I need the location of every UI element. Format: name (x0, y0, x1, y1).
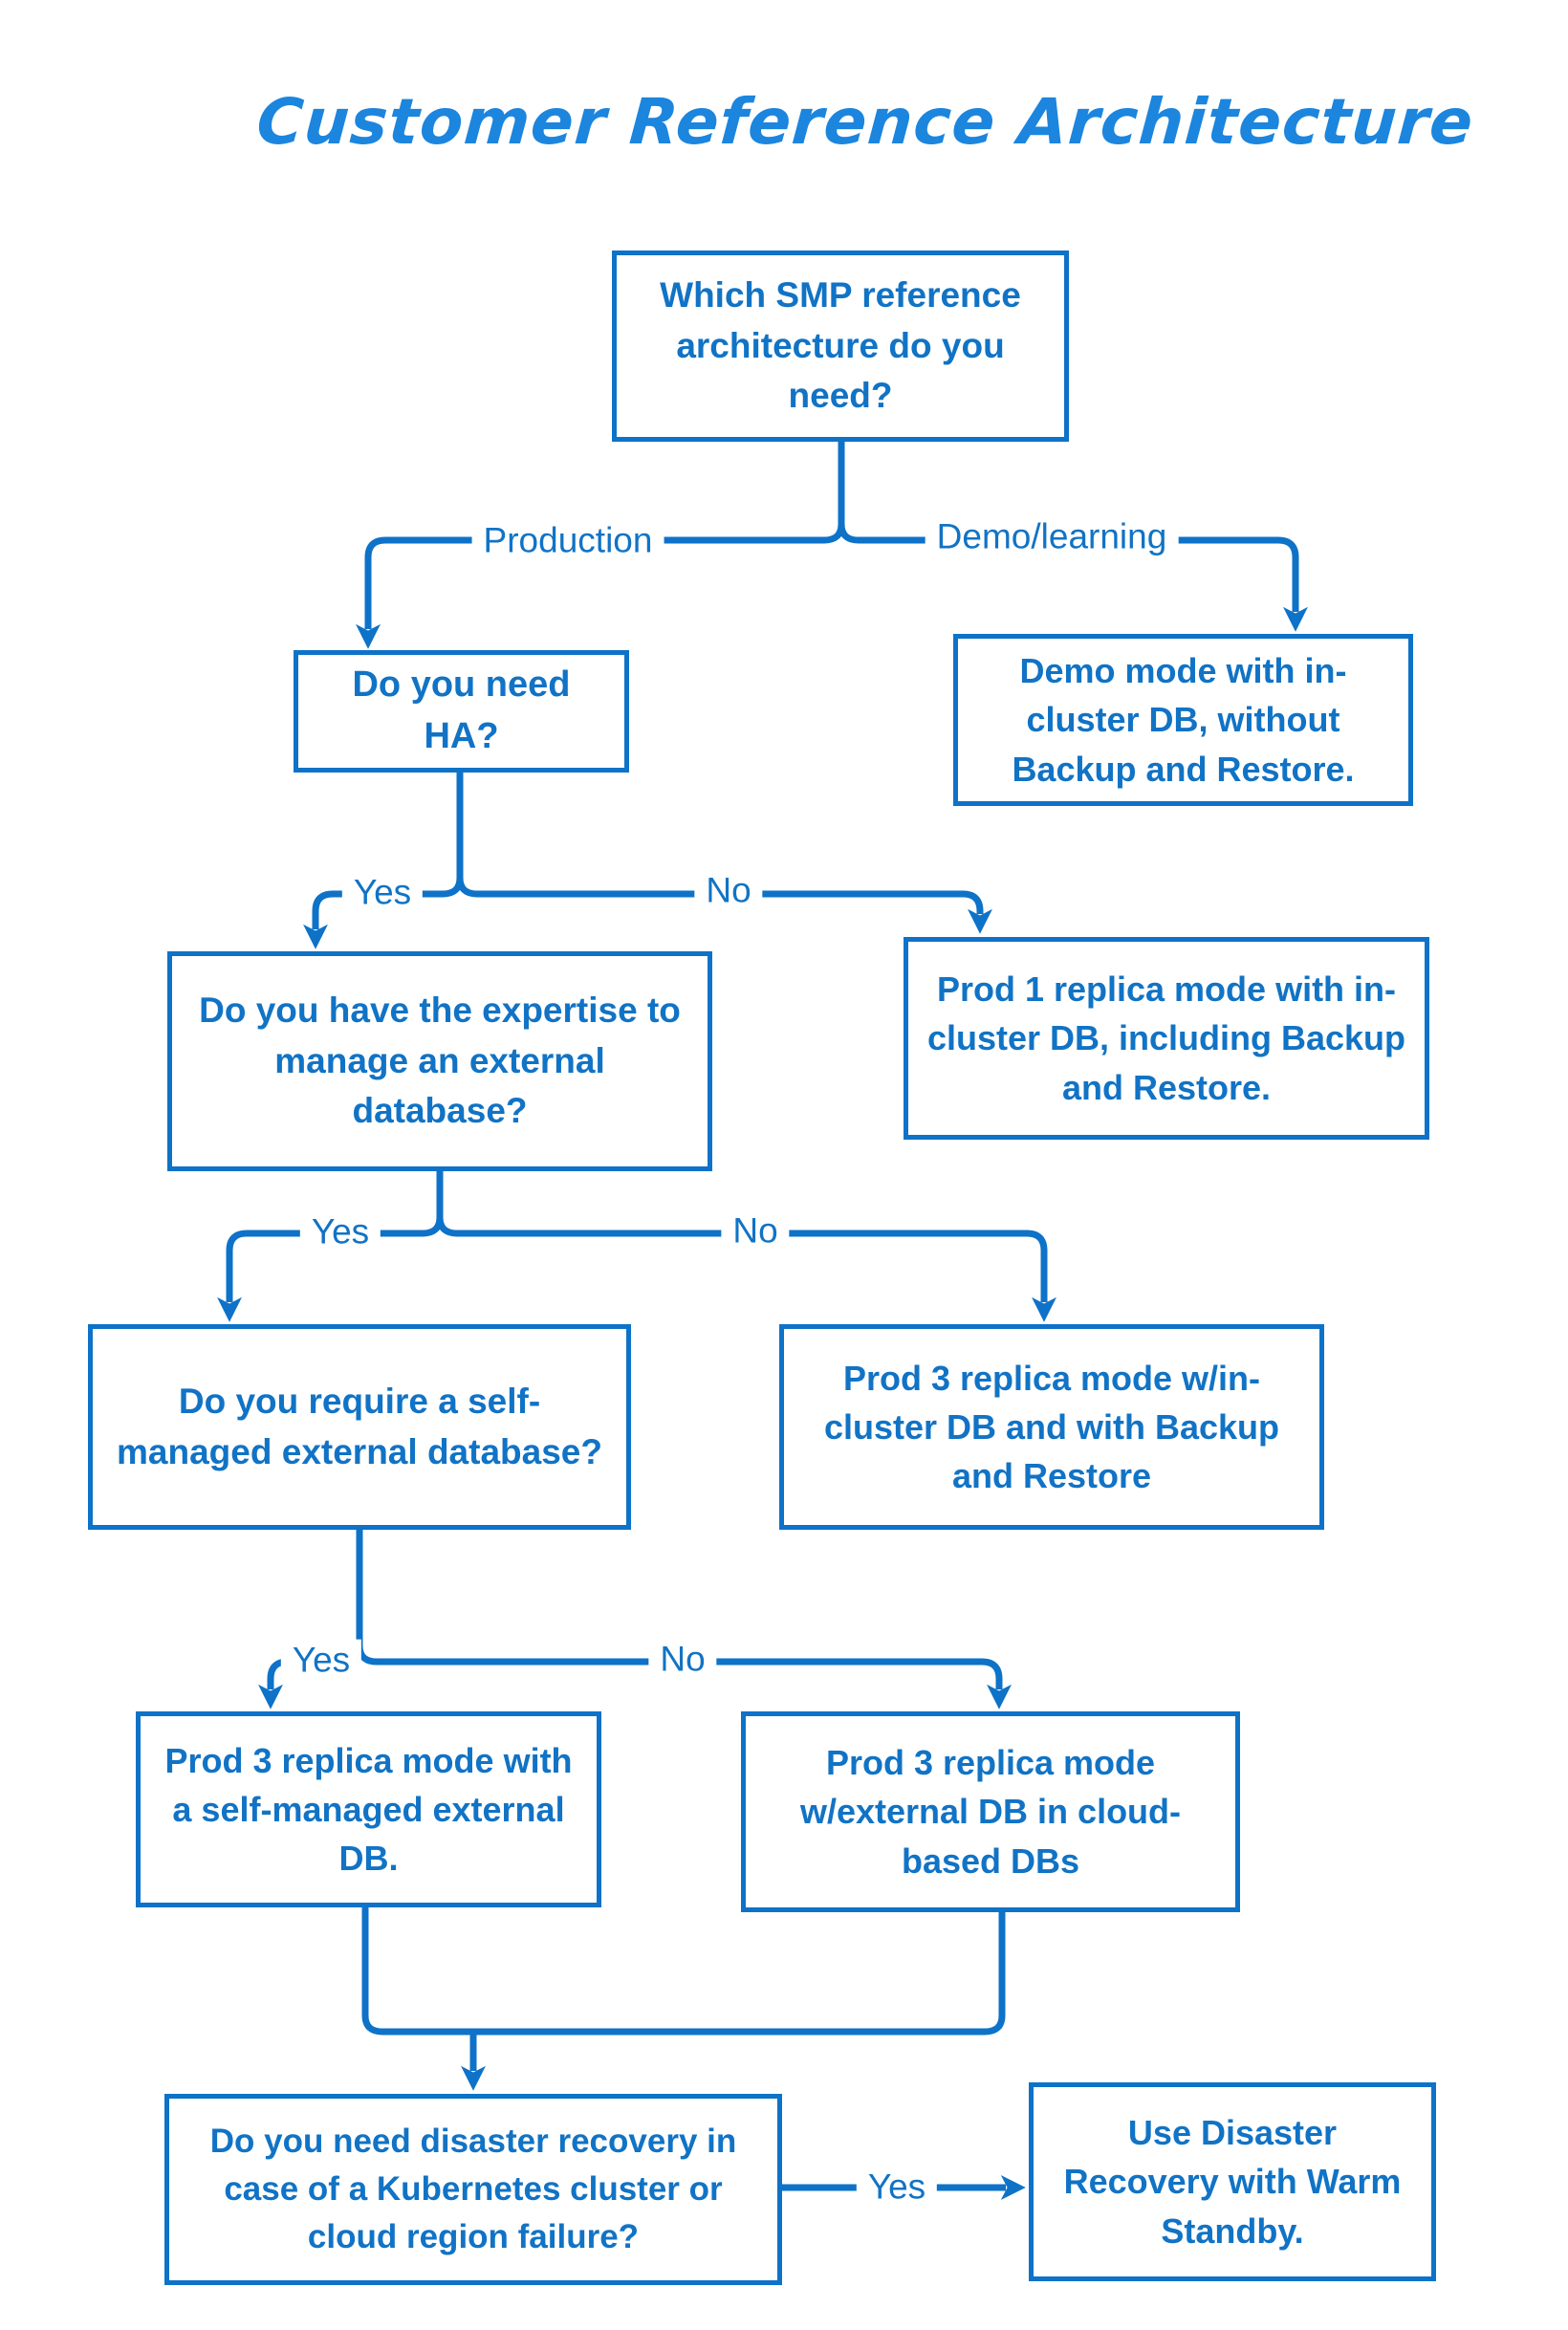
edge-label-dr-yes: Yes (857, 2167, 937, 2210)
diagram-title: Customer Reference Architecture (254, 85, 1476, 159)
node-root: Which SMP reference architecture do you need? (612, 250, 1069, 442)
node-prod3-cloud: Prod 3 replica mode w/external DB in cloud-based DBs (741, 1711, 1240, 1912)
node-need-ha: Do you need HA? (294, 650, 629, 773)
edge-label-ha-no: No (694, 870, 762, 913)
edge-label-ha-yes: Yes (342, 872, 423, 915)
edge-label-expertise-yes: Yes (300, 1211, 381, 1254)
edge-label-production: Production (472, 520, 664, 563)
edge-label-expertise-no: No (721, 1210, 789, 1253)
edge-label-demo-learning: Demo/learning (926, 516, 1179, 559)
node-prod1-incluster: Prod 1 replica mode with in-cluster DB, including Backup and Restore. (904, 937, 1429, 1140)
node-prod3-selfmanaged: Prod 3 replica mode with a self-managed external DB. (136, 1711, 601, 1907)
edge-label-selfmanaged-yes: Yes (281, 1640, 361, 1683)
node-warm-standby: Use Disaster Recovery with Warm Standby. (1029, 2082, 1436, 2281)
node-self-managed-question: Do you require a self-managed external database? (88, 1324, 631, 1530)
edge-label-selfmanaged-no: No (648, 1639, 716, 1682)
node-expertise: Do you have the expertise to manage an external database? (167, 951, 712, 1171)
connector-merge (365, 1907, 1002, 2032)
node-disaster-recovery-question: Do you need disaster recovery in case of a Kubernetes cluster or cloud region failure? (164, 2094, 782, 2285)
node-prod3-incluster: Prod 3 replica mode w/in-cluster DB and with Backup and Restore (779, 1324, 1324, 1530)
node-demo-mode: Demo mode with in-cluster DB, without Backup and Restore. (953, 634, 1413, 806)
